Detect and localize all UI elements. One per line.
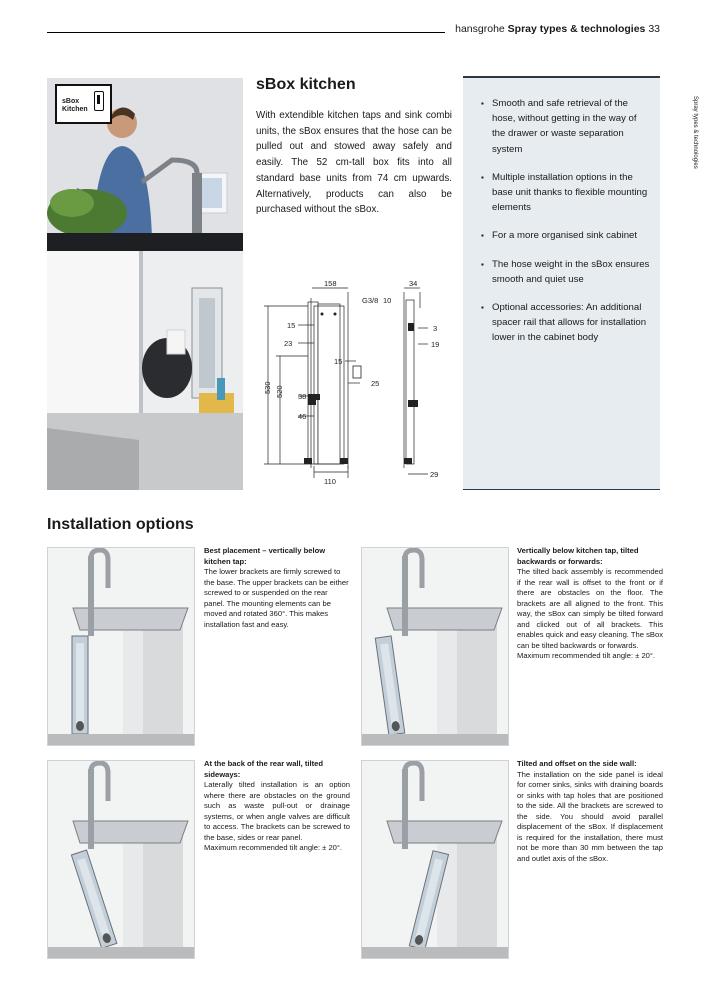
header-section: Spray types & technologies bbox=[507, 23, 646, 35]
option-4-illustration bbox=[361, 760, 509, 959]
kitchen-scene-illustration bbox=[47, 78, 243, 490]
option-3-extra: Maximum recommended tilt angle: ± 20°. bbox=[204, 843, 343, 852]
feature-item: ▪ The hose weight in the sBox ensures smooth and quiet use bbox=[481, 257, 652, 287]
dim-29: 29 bbox=[430, 470, 439, 479]
dim-23: 23 bbox=[284, 339, 293, 348]
dim-3: 3 bbox=[433, 324, 438, 333]
features-panel bbox=[463, 76, 660, 490]
features-list bbox=[463, 78, 660, 346]
option-1-text bbox=[204, 546, 350, 630]
cabinet-sideways-icon bbox=[48, 761, 195, 959]
header-brand: hansgrohe bbox=[455, 23, 505, 35]
installation-options-title: Installation options bbox=[47, 516, 194, 533]
dim-g38: G3/8 bbox=[362, 296, 379, 305]
dim-530: 530 bbox=[263, 381, 272, 394]
option-3-illustration bbox=[47, 760, 195, 959]
option-2-body: The tilted back assembly is recommended if the rear wall is offset to the front or if there are obstacles on the floor. The brackets are all aligned to the front. This way, the sBox can simply be tilted forward and clicked out of all brackets. This enables quick and easy cleaning. The sBox can be tilted backwards or forwards. bbox=[517, 567, 663, 650]
dim-15a: 15 bbox=[287, 321, 296, 330]
dim-46: 46 bbox=[298, 412, 307, 421]
dim-158: 158 bbox=[324, 279, 337, 288]
cabinet-side-wall-icon bbox=[362, 761, 509, 959]
feature-item: ▪ Multiple installation options in the base unit thanks to flexible mounting elements bbox=[481, 170, 652, 216]
option-2-illustration bbox=[361, 547, 509, 746]
side-tab-label: Spray types & technologies bbox=[692, 96, 698, 169]
sbox-icon bbox=[94, 91, 104, 111]
intro-paragraph: With extendible kitchen taps and sink combi units, the sBox ensures that the hose can be pulled out and stowed away safely and easily. The 52 cm-tall box fits into all standard base units from 74 cm upwards. Alternatively, products can also be purchased without the sBox. bbox=[256, 110, 452, 216]
feature-item: ▪ Smooth and safe retrieval of the hose, without getting in the way of the drawer or waste separation system bbox=[481, 96, 652, 157]
dim-10: 10 bbox=[383, 296, 392, 305]
dim-19: 19 bbox=[431, 340, 440, 349]
option-2-title: Vertically below kitchen tap, tilted backwards or forwards: bbox=[517, 546, 639, 566]
dim-34: 34 bbox=[409, 279, 418, 288]
dim-38: 38 bbox=[298, 392, 307, 401]
option-3-text bbox=[204, 759, 350, 854]
page-header bbox=[455, 23, 660, 35]
option-3-body: Laterally tilted installation is an option where there are obstacles on the ground such as waste pull-out or drainage systems, or when angle valves are difficult to access. The brackets can be screwed to the base, sides or rear panel. bbox=[204, 780, 350, 842]
badge-line-1: sBox bbox=[62, 98, 80, 105]
option-4-body: The installation on the side panel is ideal for corner sinks, sinks with draining boards or sinks with tap holes that are positioned to the side. All the brackets are screwed to the side. You should avoid parallel displacement of the sBox. If displacement is required for the installation, there must not be more than 30 mm between the tap and outlet axis of the sBox. bbox=[517, 769, 663, 863]
feature-item: ▪ Optional accessories: An additional spacer rail that allows for installation lower in the cabinet body bbox=[481, 300, 652, 346]
dim-110: 110 bbox=[324, 477, 336, 486]
option-4-title: Tilted and offset on the side wall: bbox=[517, 759, 637, 768]
hero-photo bbox=[47, 78, 243, 490]
page-title: sBox kitchen bbox=[256, 76, 356, 93]
badge-line-2: Kitchen bbox=[62, 106, 88, 113]
option-2-extra: Maximum recommended tilt angle: ± 20°. bbox=[517, 651, 656, 660]
cabinet-tilted-icon bbox=[362, 548, 509, 746]
option-4-text bbox=[517, 759, 663, 864]
technical-drawing bbox=[258, 278, 448, 490]
dim-15b: 15 bbox=[334, 357, 343, 366]
option-2-text bbox=[517, 546, 663, 662]
option-1-body: The lower brackets are firmly screwed to the base. The upper brackets can be either screwed to or suspended on the rear panel. The mounting elements can be moved and rotated 360°. This makes installation fast and easy. bbox=[204, 567, 349, 629]
sbox-kitchen-badge bbox=[55, 84, 112, 124]
dim-520: 520 bbox=[275, 385, 284, 398]
option-1-illustration bbox=[47, 547, 195, 746]
option-1-title: Best placement – vertically below kitchen tap: bbox=[204, 546, 326, 566]
cabinet-vertical-icon bbox=[48, 548, 195, 746]
feature-item: ▪ For a more organised sink cabinet bbox=[481, 228, 652, 243]
page-number: 33 bbox=[648, 23, 660, 35]
option-3-title: At the back of the rear wall, tilted sideways: bbox=[204, 759, 323, 779]
header-rule bbox=[47, 32, 445, 33]
dim-25: 25 bbox=[371, 379, 380, 388]
